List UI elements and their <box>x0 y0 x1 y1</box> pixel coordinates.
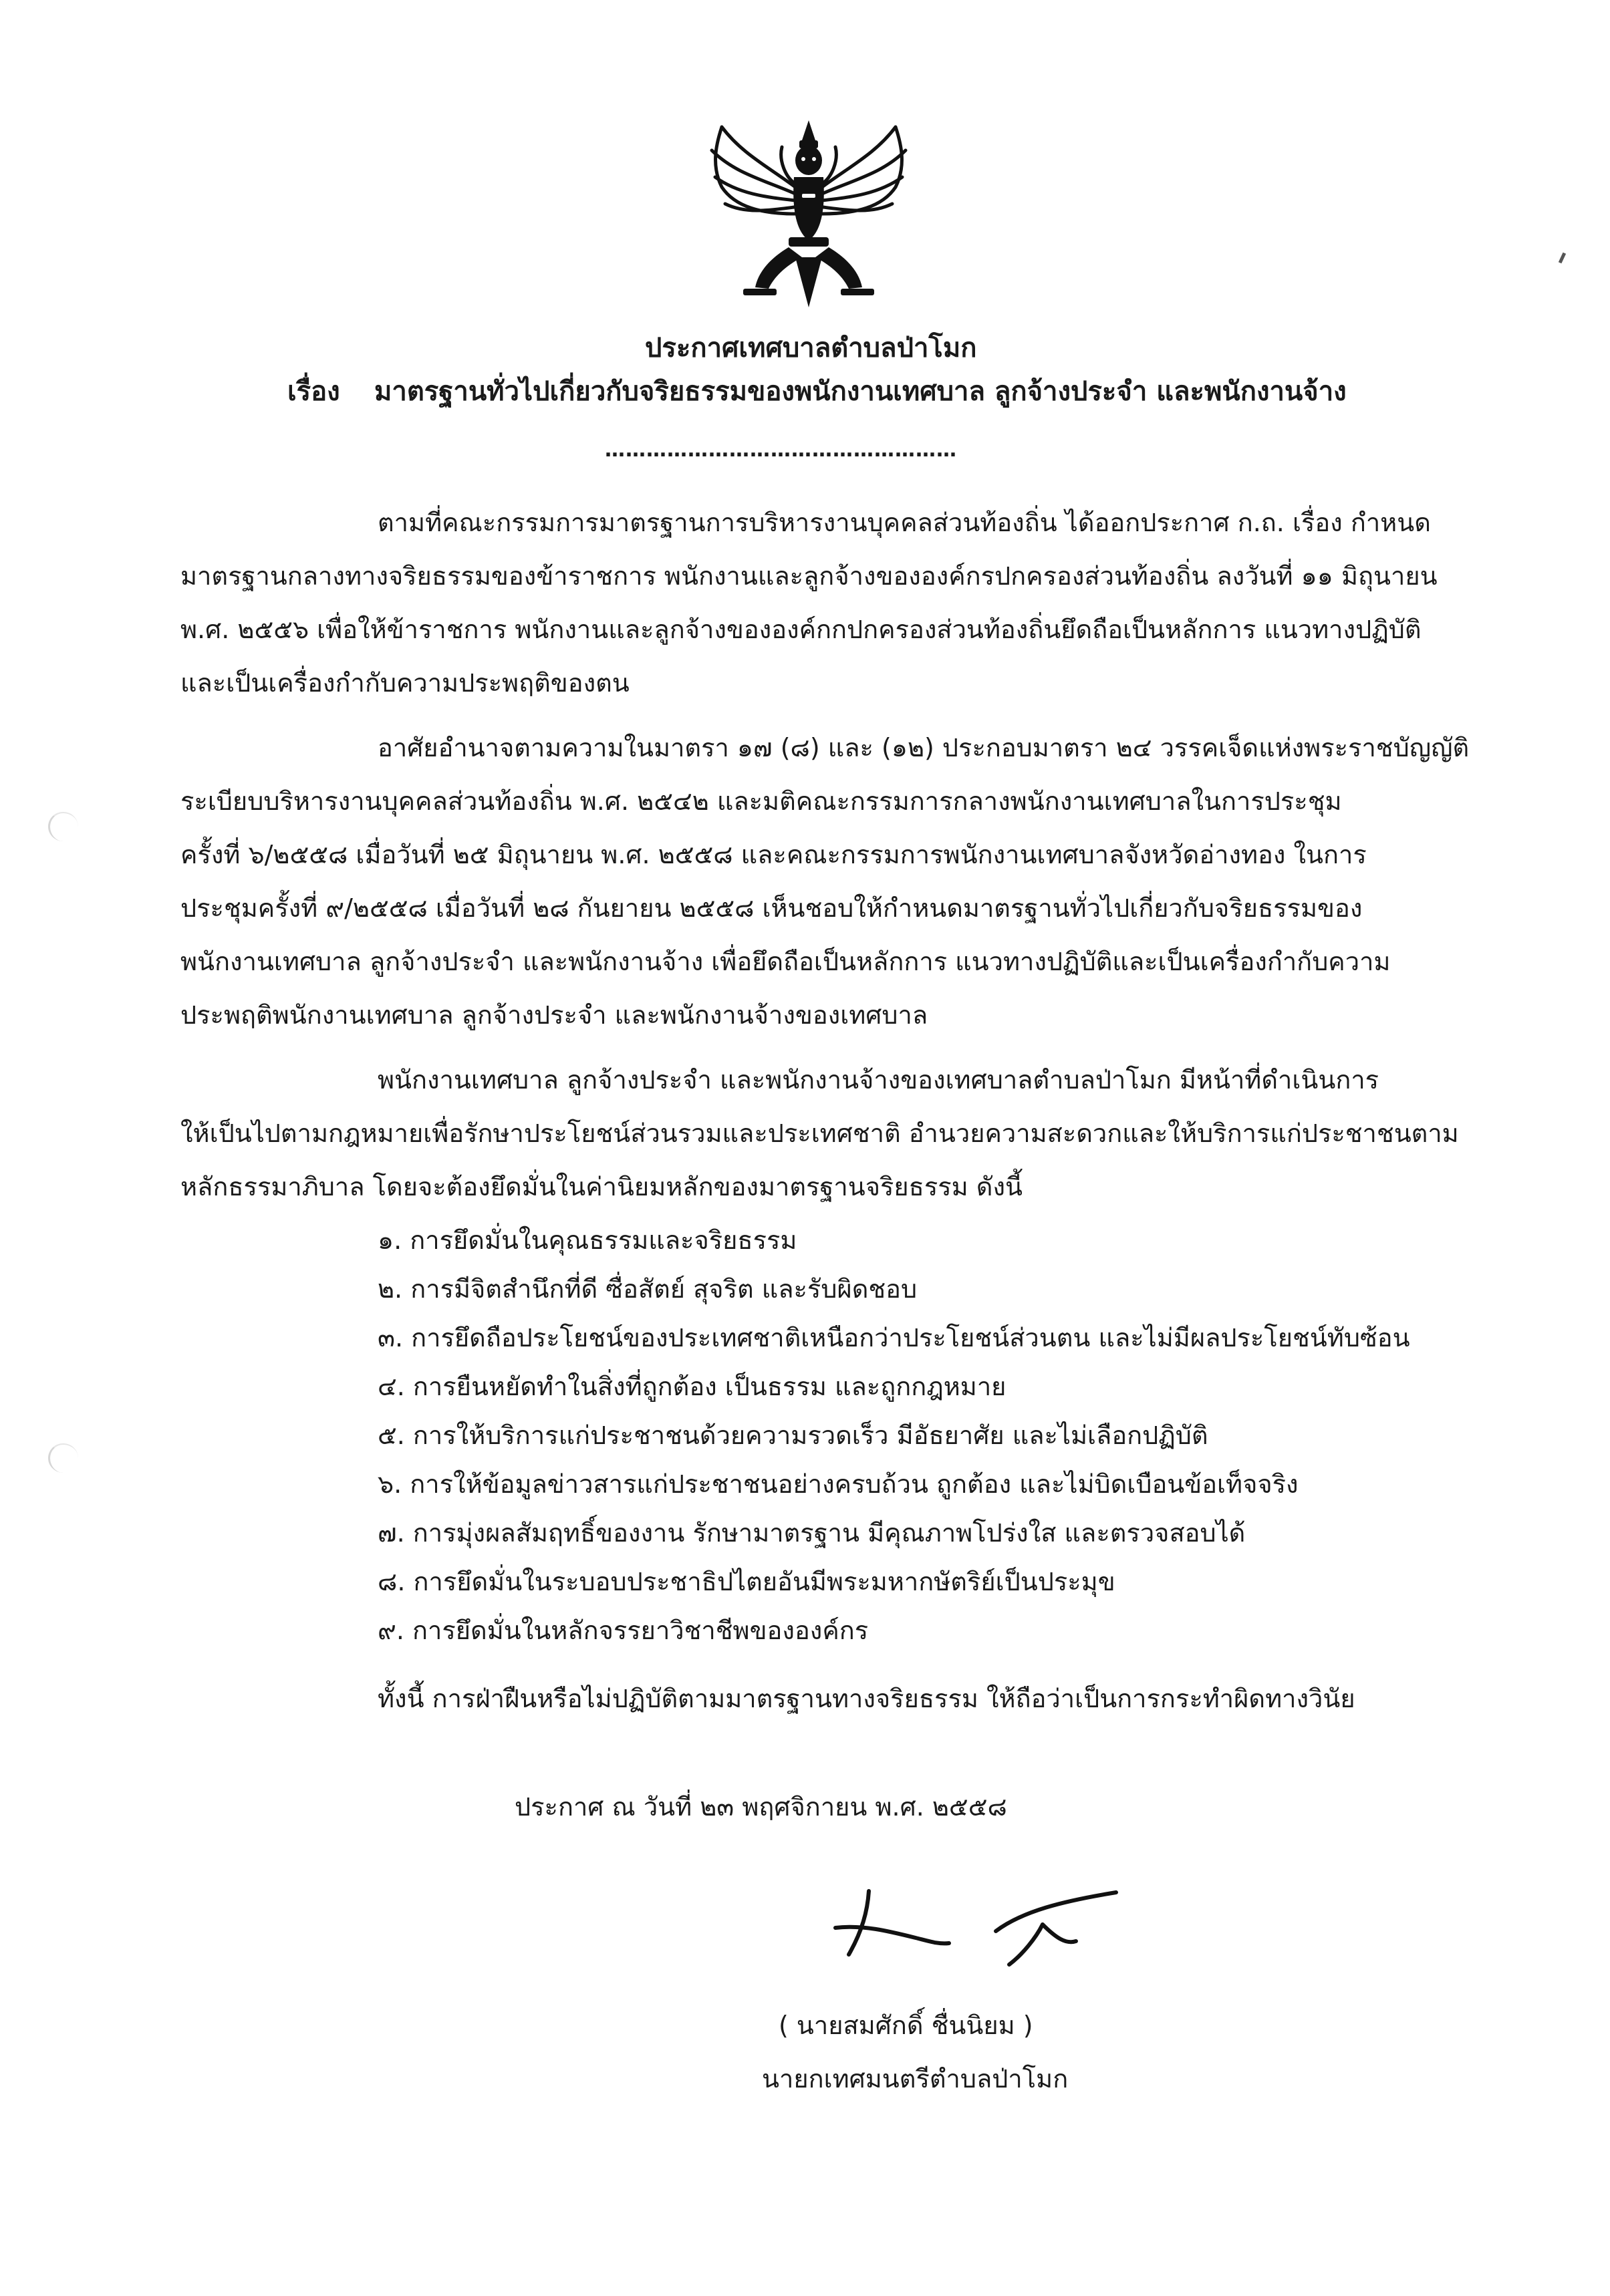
paragraph-line: ให้เป็นไปตามกฎหมายเพื่อรักษาประโยชน์ส่วนรวมและประเทศชาติ อำนวยความสะดวกและให้บริการแก่ประชาชนตาม <box>180 1119 1459 1148</box>
closing-statement: ทั้งนี้ การฝ่าฝืนหรือไม่ปฏิบัติตามมาตรฐานทางจริยธรรม ให้ถือว่าเป็นการกระทำผิดทางวินัย <box>378 1684 1355 1713</box>
list-item: ๙. การยึดมั่นในหลักจรรยาวิชาชีพขององค์กร <box>378 1616 869 1645</box>
garuda-emblem-icon <box>695 114 922 314</box>
paragraph-line: ครั้งที่ ๖/๒๕๕๘ เมื่อวันที่ ๒๕ มิถุนายน พ.ศ. ๒๕๕๘ และคณะกรรมการพนักงานเทศบาลจังหวัดอ่างทอง ในการ <box>180 840 1367 869</box>
paragraph-line: หลักธรรมาภิบาล โดยจะต้องยึดมั่นในค่านิยมหลักของมาตรฐานจริยธรรม ดังนี้ <box>180 1172 1023 1201</box>
announcement-date: ประกาศ ณ วันที่ ๒๓ พฤศจิกายน พ.ศ. ๒๕๕๘ <box>515 1792 1007 1822</box>
signer-position: นายกเทศมนตรีตำบลป่าโมก <box>762 2064 1069 2094</box>
paragraph-line: อาศัยอำนาจตามความในมาตรา ๑๗ (๘) และ (๑๒) ประกอบมาตรา ๒๔ วรรคเจ็ดแห่งพระราชบัญญัติ <box>378 733 1470 762</box>
document-title: ประกาศเทศบาลตำบลป่าโมก <box>645 333 977 364</box>
punch-hole-shadow <box>48 1443 78 1473</box>
document-subject: มาตรฐานทั่วไปเกี่ยวกับจริยธรรมของพนักงานเทศบาล ลูกจ้างประจำ และพนักงานจ้าง <box>374 376 1347 407</box>
list-item: ๗. การมุ่งผลสัมฤทธิ์ของงาน รักษามาตรฐาน มีคุณภาพโปร่งใส และตรวจสอบได้ <box>378 1518 1246 1548</box>
list-item: ๕. การให้บริการแก่ประชาชนด้วยความรวดเร็ว มีอัธยาศัย และไม่เลือกปฏิบัติ <box>378 1421 1208 1450</box>
list-item: ๘. การยึดมั่นในระบอบประชาธิปไตยอันมีพระมหากษัตริย์เป็นประมุข <box>378 1567 1115 1596</box>
paragraph-line: ประชุมครั้งที่ ๙/๒๕๕๘ เมื่อวันที่ ๒๘ กันยายน ๒๕๕๘ เห็นชอบให้กำหนดมาตรฐานทั่วไปเกี่ยวกับจริยธรรมของ <box>180 893 1363 923</box>
list-item: ๔. การยืนหยัดทำในสิ่งที่ถูกต้อง เป็นธรรม และถูกกฎหมาย <box>378 1372 1007 1401</box>
paragraph-line: พ.ศ. ๒๕๕๖ เพื่อให้ข้าราชการ พนักงานและลูกจ้างขององค์กกปกครองส่วนท้องถิ่นยึดถือเป็นหลักการ แนวทางปฏิบัติ <box>180 615 1422 644</box>
list-item: ๖. การให้ข้อมูลข่าวสารแก่ประชาชนอย่างครบถ้วน ถูกต้อง และไม่บิดเบือนข้อเท็จจริง <box>378 1469 1299 1499</box>
paragraph-line: พนักงานเทศบาล ลูกจ้างประจำ และพนักงานจ้างของเทศบาลตำบลป่าโมก มีหน้าที่ดำเนินการ <box>378 1065 1379 1095</box>
paragraph-line: พนักงานเทศบาล ลูกจ้างประจำ และพนักงานจ้าง เพื่อยึดถือเป็นหลักการ แนวทางปฏิบัติและเป็นเครื่องกำกับความ <box>180 947 1391 976</box>
list-item: ๒. การมีจิตสำนึกที่ดี ซื่อสัตย์ สุจริต และรับผิดชอบ <box>378 1274 918 1304</box>
handwritten-signature-icon <box>822 1878 1136 1971</box>
list-item: ๑. การยึดมั่นในคุณธรรมและจริยธรรม <box>378 1226 797 1255</box>
subject-label: เรื่อง <box>287 376 340 407</box>
signer-name: ( นายสมศักดิ์ ชื่นนิยม ) <box>779 2011 1033 2040</box>
paragraph-line: ตามที่คณะกรรมการมาตรฐานการบริหารงานบุคคลส่วนท้องถิ่น ได้ออกประกาศ ก.ถ. เรื่อง กำหนด <box>378 508 1431 537</box>
scan-mark <box>1559 253 1566 264</box>
paragraph-line: ประพฤติพนักงานเทศบาล ลูกจ้างประจำ และพนักงานจ้างของเทศบาล <box>180 1000 928 1030</box>
paragraph-line: และเป็นเครื่องกำกับความประพฤติของตน <box>180 668 630 698</box>
list-item: ๓. การยึดถือประโยชน์ของประเทศชาติเหนือกว่าประโยชน์ส่วนตน และไม่มีผลประโยชน์ทับซ้อน <box>378 1323 1410 1352</box>
header-divider: …………………………………………… <box>605 438 957 462</box>
paragraph-line: มาตรฐานกลางทางจริยธรรมของข้าราชการ พนักงานและลูกจ้างขององค์กรปกครองส่วนท้องถิ่น ลงวันที่ ๑๑ มิถุนายน <box>180 561 1438 591</box>
paragraph-line: ระเบียบบริหารงานบุคคลส่วนท้องถิ่น พ.ศ. ๒๕๔๒ และมติคณะกรรมการกลางพนักงานเทศบาลในการประชุม <box>180 786 1342 816</box>
punch-hole-shadow <box>48 812 78 841</box>
